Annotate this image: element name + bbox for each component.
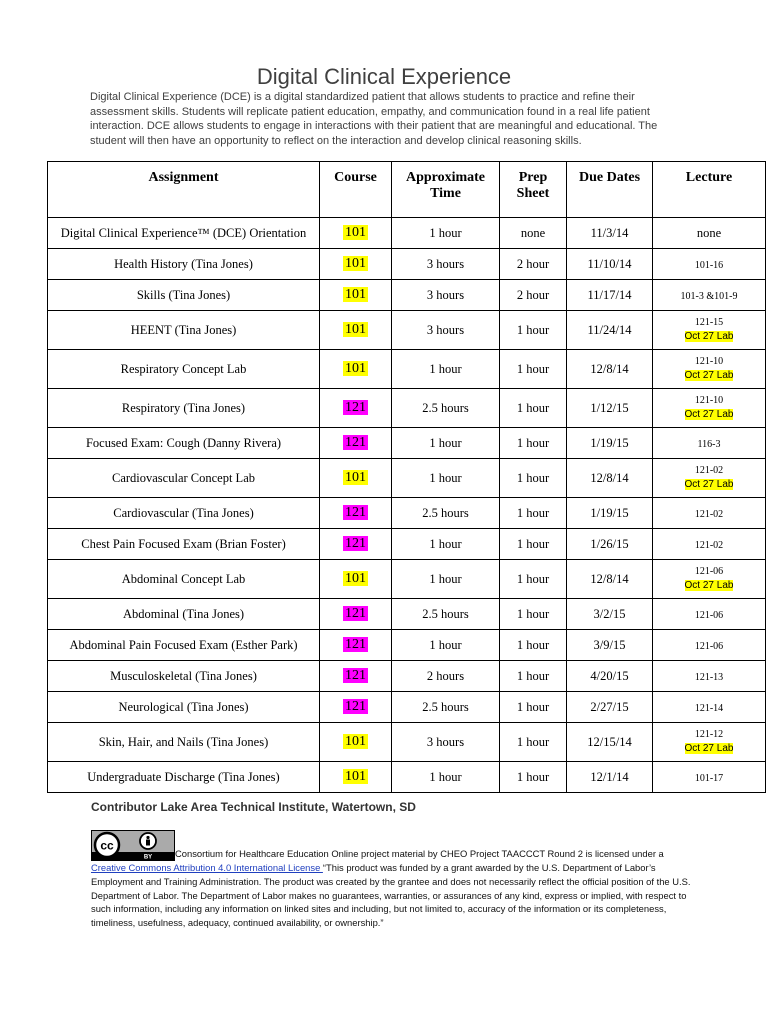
lab-badge: Oct 27 Lab xyxy=(684,409,734,420)
lecture-code: 121-06 xyxy=(694,609,724,621)
header-assignment: Assignment xyxy=(48,162,320,218)
cell-time: 1 hour xyxy=(392,350,500,389)
cell-lecture xyxy=(653,599,766,630)
cell-lecture xyxy=(653,280,766,311)
cell-course xyxy=(320,599,392,630)
cell-prep: 1 hour xyxy=(500,389,567,428)
cell-course xyxy=(320,692,392,723)
cell-course xyxy=(320,389,392,428)
header-lecture: Lecture xyxy=(653,162,766,218)
cell-due: 12/1/14 xyxy=(567,762,653,793)
cell-prep: 1 hour xyxy=(500,560,567,599)
cell-assignment: Musculoskeletal (Tina Jones) xyxy=(48,661,320,692)
cell-due: 11/24/14 xyxy=(567,311,653,350)
cell-time: 1 hour xyxy=(392,630,500,661)
course-badge: 121 xyxy=(345,606,366,621)
cell-lecture xyxy=(653,762,766,793)
course-badge: 101 xyxy=(345,225,366,240)
cell-lecture xyxy=(653,630,766,661)
cell-assignment: Respiratory Concept Lab xyxy=(48,350,320,389)
cell-due: 12/8/14 xyxy=(567,459,653,498)
cell-course xyxy=(320,280,392,311)
table-row xyxy=(48,762,766,793)
cell-assignment: Chest Pain Focused Exam (Brian Foster) xyxy=(48,529,320,560)
lab-badge: Oct 27 Lab xyxy=(684,331,734,342)
cell-course xyxy=(320,529,392,560)
table-row xyxy=(48,249,766,280)
cell-assignment: Skills (Tina Jones) xyxy=(48,280,320,311)
lab-badge: Oct 27 Lab xyxy=(684,743,734,754)
cell-time: 1 hour xyxy=(392,560,500,599)
lecture-code: 121-12 xyxy=(694,729,724,740)
cell-course xyxy=(320,350,392,389)
lecture-code: 121-15 xyxy=(694,317,724,328)
table-row xyxy=(48,498,766,529)
cell-time: 2.5 hours xyxy=(392,389,500,428)
cell-due: 3/2/15 xyxy=(567,599,653,630)
cell-due: 11/3/14 xyxy=(567,218,653,249)
cell-prep: 1 hour xyxy=(500,599,567,630)
cell-assignment: Neurological (Tina Jones) xyxy=(48,692,320,723)
cell-lecture xyxy=(653,428,766,459)
lecture-code: 101-3 &101-9 xyxy=(680,290,738,302)
cell-assignment: HEENT (Tina Jones) xyxy=(48,311,320,350)
cell-lecture xyxy=(653,218,766,249)
cell-course xyxy=(320,249,392,280)
intro-paragraph: Digital Clinical Experience (DCE) is a digital standardized patient that allows students to practice and refine their assessment skills. Students will replicate patient education, empathy, and communication found in a real life patient interaction. DCE allows students to engage in interactions with their patient that are meaningful and educational. The student will then have an opportunity to reflect on the interaction and develop clinical reasoning skills. xyxy=(90,91,658,147)
cell-lecture xyxy=(653,389,766,428)
contributor-line: Contributor Lake Area Technical Institute, Watertown, SD xyxy=(91,800,416,814)
cell-assignment: Digital Clinical Experience™ (DCE) Orientation xyxy=(48,218,320,249)
table-row xyxy=(48,311,766,350)
cell-time: 1 hour xyxy=(392,459,500,498)
cell-prep: 1 hour xyxy=(500,630,567,661)
cell-lecture xyxy=(653,498,766,529)
cell-due: 1/19/15 xyxy=(567,428,653,459)
creative-commons-badge-icon xyxy=(91,830,175,861)
cell-lecture xyxy=(653,311,766,350)
cell-prep: 1 hour xyxy=(500,661,567,692)
course-badge: 121 xyxy=(345,668,366,683)
lecture-code: 121-06 xyxy=(694,640,724,652)
cell-lecture xyxy=(653,350,766,389)
lecture-code: 101-16 xyxy=(694,259,724,271)
cell-assignment: Health History (Tina Jones) xyxy=(48,249,320,280)
table-row xyxy=(48,280,766,311)
lecture-code: 121-02 xyxy=(694,508,724,520)
course-badge: 121 xyxy=(345,505,366,520)
table-row xyxy=(48,661,766,692)
cell-assignment: Cardiovascular (Tina Jones) xyxy=(48,498,320,529)
cell-course xyxy=(320,428,392,459)
cell-time: 3 hours xyxy=(392,311,500,350)
lab-badge: Oct 27 Lab xyxy=(684,580,734,591)
cell-prep: 1 hour xyxy=(500,428,567,459)
cell-due: 12/15/14 xyxy=(567,723,653,762)
course-badge: 101 xyxy=(345,470,366,485)
course-badge: 121 xyxy=(345,400,366,415)
cell-course xyxy=(320,723,392,762)
license-text-2: “This product was funded by a grant awarded by the U.S. Department of Labor’s Employment and Training Administration. The product was created by the grantee and does not necessarily reflect the official position of the U.S. Department of Labor. The Department of Labor makes no guarantees, warranties, or assurances of any kind, express or implied, with respect to such information, including any information on linked sites and including, but not limited to, accuracy of the information or its completeness, timeliness, usefulness, adequacy, continued availability, or ownership.” xyxy=(91,862,691,929)
cell-due: 2/27/15 xyxy=(567,692,653,723)
course-badge: 101 xyxy=(345,769,366,784)
table-row xyxy=(48,218,766,249)
cell-due: 1/12/15 xyxy=(567,389,653,428)
cell-course xyxy=(320,661,392,692)
cell-assignment: Abdominal (Tina Jones) xyxy=(48,599,320,630)
cell-time: 3 hours xyxy=(392,723,500,762)
cell-time: 2.5 hours xyxy=(392,599,500,630)
cell-time: 2.5 hours xyxy=(392,692,500,723)
cell-lecture xyxy=(653,529,766,560)
cell-lecture xyxy=(653,661,766,692)
cell-time: 1 hour xyxy=(392,529,500,560)
by-badge-label: BY xyxy=(143,854,153,860)
table-row xyxy=(48,560,766,599)
cell-due: 11/17/14 xyxy=(567,280,653,311)
cc-badge-label: cc xyxy=(100,838,114,853)
cell-time: 3 hours xyxy=(392,249,500,280)
assignment-table xyxy=(47,161,766,793)
cell-prep: 1 hour xyxy=(500,459,567,498)
header-due: Due Dates xyxy=(567,162,653,218)
cell-course xyxy=(320,630,392,661)
cell-lecture xyxy=(653,560,766,599)
cell-prep: 1 hour xyxy=(500,529,567,560)
course-badge: 101 xyxy=(345,361,366,376)
lecture-code: 121-02 xyxy=(694,539,724,551)
course-badge: 101 xyxy=(345,571,366,586)
cell-due: 12/8/14 xyxy=(567,560,653,599)
cc-by-logo-icon xyxy=(92,831,174,860)
cell-prep: 1 hour xyxy=(500,762,567,793)
course-badge: 121 xyxy=(345,536,366,551)
cell-due: 11/10/14 xyxy=(567,249,653,280)
table-header-row xyxy=(48,162,766,218)
cell-lecture xyxy=(653,723,766,762)
table-row xyxy=(48,723,766,762)
course-badge: 101 xyxy=(345,322,366,337)
cell-prep: 2 hour xyxy=(500,249,567,280)
cell-time: 2.5 hours xyxy=(392,498,500,529)
cell-course xyxy=(320,218,392,249)
cell-assignment: Focused Exam: Cough (Danny Rivera) xyxy=(48,428,320,459)
table-row xyxy=(48,350,766,389)
cell-prep: 2 hour xyxy=(500,280,567,311)
cell-prep: 1 hour xyxy=(500,350,567,389)
lecture-code: 121-02 xyxy=(694,465,724,476)
header-time: Approximate Time xyxy=(392,162,500,218)
document-title: Digital Clinical Experience xyxy=(256,64,512,89)
table-row xyxy=(48,459,766,498)
cell-lecture xyxy=(653,459,766,498)
cell-prep: 1 hour xyxy=(500,692,567,723)
cell-time: 2 hours xyxy=(392,661,500,692)
header-course: Course xyxy=(320,162,392,218)
cell-course xyxy=(320,560,392,599)
lecture-code: 121-13 xyxy=(694,671,724,683)
lecture-code: none xyxy=(696,225,722,240)
cell-due: 4/20/15 xyxy=(567,661,653,692)
lab-badge: Oct 27 Lab xyxy=(684,479,734,490)
cell-lecture xyxy=(653,249,766,280)
cell-assignment: Skin, Hair, and Nails (Tina Jones) xyxy=(48,723,320,762)
course-badge: 101 xyxy=(345,256,366,271)
table-row xyxy=(48,428,766,459)
cell-time: 1 hour xyxy=(392,762,500,793)
course-badge: 101 xyxy=(345,287,366,302)
cell-assignment: Cardiovascular Concept Lab xyxy=(48,459,320,498)
cell-course xyxy=(320,762,392,793)
cell-time: 1 hour xyxy=(392,428,500,459)
lecture-code: 101-17 xyxy=(694,772,724,784)
lab-badge: Oct 27 Lab xyxy=(684,370,734,381)
lecture-code: 121-10 xyxy=(694,356,724,367)
lecture-code: 116-3 xyxy=(697,438,721,450)
license-text-1: Consortium for Healthcare Education Online project material by CHEO Project TAACCCT Round 2 is licensed under a xyxy=(175,848,664,860)
course-badge: 121 xyxy=(345,637,366,652)
cell-assignment: Abdominal Pain Focused Exam (Esther Park) xyxy=(48,630,320,661)
cell-course xyxy=(320,311,392,350)
cell-prep: none xyxy=(500,218,567,249)
cell-assignment: Respiratory (Tina Jones) xyxy=(48,389,320,428)
cell-assignment: Abdominal Concept Lab xyxy=(48,560,320,599)
cell-lecture xyxy=(653,692,766,723)
course-badge: 121 xyxy=(345,699,366,714)
cell-prep: 1 hour xyxy=(500,311,567,350)
table-row xyxy=(48,389,766,428)
lecture-code: 121-14 xyxy=(694,702,724,714)
cell-time: 1 hour xyxy=(392,218,500,249)
cell-course xyxy=(320,498,392,529)
cell-due: 1/26/15 xyxy=(567,529,653,560)
table-row xyxy=(48,692,766,723)
license-block xyxy=(91,830,691,930)
cc-license-link[interactable]: Creative Commons Attribution 4.0 International License xyxy=(91,862,323,873)
cell-due: 1/19/15 xyxy=(567,498,653,529)
cell-due: 12/8/14 xyxy=(567,350,653,389)
cell-time: 3 hours xyxy=(392,280,500,311)
course-badge: 101 xyxy=(345,734,366,749)
table-row xyxy=(48,529,766,560)
lecture-code: 121-06 xyxy=(694,566,724,577)
lecture-code: 121-10 xyxy=(694,395,724,406)
cell-due: 3/9/15 xyxy=(567,630,653,661)
cell-course xyxy=(320,459,392,498)
cell-prep: 1 hour xyxy=(500,498,567,529)
header-prep: Prep Sheet xyxy=(500,162,567,218)
cell-prep: 1 hour xyxy=(500,723,567,762)
table-row xyxy=(48,599,766,630)
table-row xyxy=(48,630,766,661)
cell-assignment: Undergraduate Discharge (Tina Jones) xyxy=(48,762,320,793)
course-badge: 121 xyxy=(345,435,366,450)
